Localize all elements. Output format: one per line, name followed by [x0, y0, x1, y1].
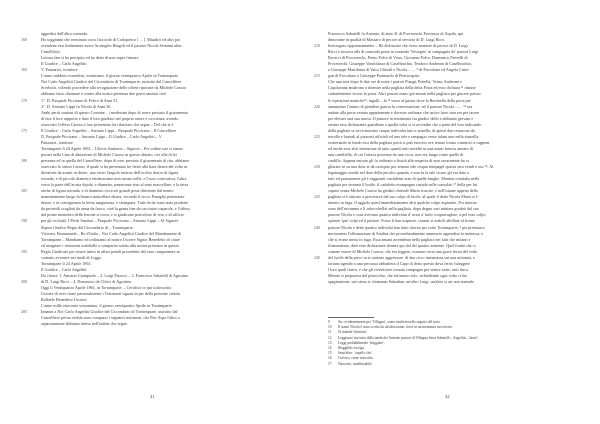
line-text: presenza ed in quella del Cancelliere, dopo di aver prestato il giuramento di rito, abbiamo [41, 157, 190, 163]
line-text: Cancelliere presta cedola sono comparsi i segnanti testimoni, che Pier Aspo l'altro a [41, 315, 180, 321]
line-text: Da citarsi: 1. Antonio Giampaolo – 2. Luigi Pacucci – 3. Francesco Sabatelli di Agostino [41, 272, 189, 278]
line-text: Proceserchi, Giuseppe Vandolazza di Caselbrachio, Teodoro Andreani di Caselbrachio, [328, 61, 472, 67]
line-text: pagliaia per terrante il botile, il cadaletto esampagno riattale sulle consolati ¹⁷ della per lui [328, 182, 478, 188]
line-text: Pacucci di Proceserchi, Pietro Polce di Visso, Giovanni Polce, Domenico Pietrelli di [328, 55, 468, 61]
line-number: 175 [21, 127, 28, 133]
footnote-number: 11 [328, 330, 332, 335]
line-text: le ripetizioni maniche¹², ingolli – la ¹³ verso al pastor dove la Bertarella della porta per [328, 97, 471, 103]
line-text: osservato l'offeso Caroso a loro presentato ha rilasciato che segue – Del che si è [41, 121, 174, 127]
line-number: 245 [314, 254, 321, 260]
line-text: L'anno mille ottocento sessantuno, il giorno ventiquattro Aprile in Tornimparte [41, 303, 172, 309]
right-page-text [314, 31, 560, 285]
line-text: terrallo e laterali al pizzonti ufficiali ed uno tele e rampagio verso taluni uno nella stanzilla [328, 133, 479, 139]
line-text: aggredisi dall'altra contrada. [41, 31, 88, 36]
line-text: 2°. D. Antonio Lippi fu Nicola di Anni 36. [41, 103, 112, 109]
footnotes [328, 317, 560, 367]
line-text: ed anche esse altri intenzione di tutto quanti tutti novello in una mano frencia armato di [328, 145, 473, 151]
line-number: 170 [21, 97, 28, 103]
line-text: Scerbotti, volendo procedere alla recognizione delle offese riportate da Michele Carozo [41, 85, 186, 91]
line-text: Ricci e trovava alla di contrada posta in contrada 'Vestegno' in compagnia de' pastori Luigi [328, 49, 479, 55]
line-text: anche di figura rotonda, e di diametro circa sei grandi poste direzione dal mento [41, 188, 174, 194]
footnote-text: Il nome Nicola è stato scritto da un'altra mano, forse in un momento successivo. [338, 325, 454, 330]
line-text: Raffaele Benedetto Usciere. [41, 297, 88, 303]
footnote-number: 9 [328, 320, 330, 324]
footnote-number: 17 [328, 361, 332, 366]
line-text: osservato lo stesso Caroso, il quale si ha presentato tre ferite alla base destra del volto in [41, 164, 188, 170]
line-text: della pagliaia se avvicinavano cinque individui tutti e armella, di questi due restarono da [328, 127, 475, 133]
text-line [41, 321, 273, 327]
footnote-text: Illeggibile tra riga. [338, 345, 365, 350]
footnote-text: Leggiamo 'ma tutto della tanda dei Antonio pastori di Villagna Serra Sabatelli – Angelitti – Ianni'. [338, 335, 479, 340]
line-text: Panzarizi, fornitore [41, 139, 73, 145]
line-text: esisterando in fondo essi della pagliaia potrà si può esercito ove tenuto forma cominciò a cappeni, [328, 139, 491, 145]
line-text: sarano esso dichiarante guardiano a quella volta si sì avvendre che a parte del loro indicando [328, 121, 482, 127]
line-number: 240 [314, 224, 321, 230]
line-text: contatto avvenire nei modi di Legge. [41, 254, 102, 260]
right-page-number: 42 [445, 394, 450, 399]
line-number: 205 [21, 309, 28, 315]
line-text: dal primo momento della lesione si trova, e si giudicano pericolose di vita, e di ufficio [41, 212, 184, 218]
line-text: 1°. D. Pasquale Piccirano di Felice di Anni 31. [41, 97, 119, 103]
line-text: Lettura fata si ha percipito ed ha detto di non saper firmare. [41, 55, 140, 61]
line-text: Il Giudice – Carlo Angelitti [41, 61, 87, 67]
line-text: spianto 'que' colpi ed il pastore. Fosse li han sospesio, ciaunii si erabili affollate al fronte [328, 218, 475, 224]
footnote-number: 15 [328, 351, 332, 356]
line-text: pastore Nicola e cosa avevano quattro individui d' avari a' farlo coopravaglare, a pel esso colpo [328, 212, 486, 218]
line-text: Signor Giudice Regio del Circondario di – Tornimparte. [41, 224, 134, 230]
line-text: per elevare una sua nuova. Il pastore in testimonia fra giudici dello e abbiamo giovani e [328, 115, 474, 121]
line-text: Oggi li Ventiquattro Aprile 1861, in Tornimparte. – Certifico io qui sottoscritto [41, 284, 172, 290]
line-text: dimorante in qualità di Massaro di pecore al servizio di D. Luigi Ricci. [328, 37, 446, 43]
line-text: D. Pasquale Piccirano – Antonio Lippi – Il Giudice – Carlo Angelitti – V. [41, 133, 163, 139]
line-text: rotonda, e di piccolo diametro estrinsecante non invaso nelle, e l'osso corticonica, l'altra [41, 176, 187, 182]
line-text: e Giuseppe Martilania di Vairo Ghieali e Nicola ....... ⁹ di Procolano ed Angelo Caste- [328, 67, 470, 73]
footnote-number: 13 [328, 340, 332, 345]
right-page [300, 0, 600, 424]
line-text: capace senza Michele Caroso ha gridato chiesale Maria riuscite, e nell'istante appena della [328, 188, 478, 194]
line-text: cudanfemente vicino la porta. Altri pastori erano già entrati nella pagliara per giacere presso [328, 91, 481, 97]
line-text: gan di Procolano e Giuseppe Poninardo di Pietracupita. [328, 73, 420, 79]
line-text: Capolavana andarono a dormire nella pagliaia della detta Posta ed esso dichiara ¹¹ rimase [328, 85, 476, 91]
line-text: di fare il loro rapporto e dare il loro giudizio nel proprio onore e coscienza, avendo [41, 115, 179, 121]
line-text: pagliaia si è attivato a precessiva dal suo colpo di fucile, al quale il detto Nicola Maria si è [328, 194, 478, 200]
line-text: Regio Giudicato per essere intesi in affari penali procedenti dal caso componente in [41, 248, 180, 254]
footnote-text: Si intende 'dormiva'. [338, 330, 368, 335]
footnote-text: Nascosto, inutilizzabile. [338, 361, 373, 366]
line-text: Che una sera dopo le due ore di notte i pastori Piangì, Pettella, Veina, Andreani e [328, 79, 462, 85]
line-text: verso la parte dell'arcata dipola, e diametro, penetrante sino al seno mascellare; e la terza [41, 182, 189, 188]
line-text: avendone essi lindamente avere Arcangelo Ringoli ed il pastore Nicola Settanni alias [41, 43, 182, 49]
footnote-text: Corsivo, viene trascritto. [338, 356, 374, 361]
line-text: sono dell'escaunno e li inforcchellei nella pagliaia, dopo degno vari miniera gradati dal suo [328, 206, 479, 212]
footnote-text: Senz'altro: 'capello che'. [338, 351, 373, 356]
line-number: 190 [21, 218, 28, 224]
line-number: 235 [314, 194, 321, 200]
line-text: Ha soggiunto che terminata circa l'accordo di Carlopietro [ ... ]. Maaaltri ed altri poi [41, 37, 181, 43]
line-number: 195 [21, 248, 28, 254]
line-text: movimento l'affirmazione di Sindisa che procedurabmente annessero appendise la mettessa, e [328, 230, 484, 236]
line-text: per gli occhiali. I Periti Sanitari – Pasquale Piccirano – Antonio Lippi – Al Signore [41, 218, 179, 224]
line-number: 180 [21, 157, 28, 163]
line-text: di D. Luigi Ricci – 4. Domenico de Clirici di Agostino [41, 278, 132, 284]
line-number: 200 [21, 278, 28, 284]
line-number: 215 [314, 73, 321, 79]
line-text: destro, e in consiguenza la ferita sanguinosa, e sfrangiata. Tutte ferite sono state prodotte [41, 200, 189, 206]
line-text: Tornimparte li 24 Aprile 1861 – Ufficio Sanitario – Signore – Per ordine suo ci siamo [41, 145, 183, 151]
left-page-text [21, 31, 273, 327]
line-text: portati nella Casa di abitazione di Michele Caroso in questo abitato, ove alla di lei [41, 151, 177, 157]
line-text: separatamente abbiamo inteso nell'ordine che segue. [41, 321, 128, 327]
line-text: Mentre si preparava del pistoschio, che infinanco solo, richiedendo ogni volta ci'tita [328, 272, 467, 278]
line-text: Usciere di aver citato personalmente i Testimoni signati in per della presente cedola. [41, 291, 181, 297]
footnote-number: 16 [328, 356, 332, 361]
line-text: Il Giudice – Carlo Angelitti [41, 266, 87, 272]
line-text: annunziare l'animo di prendere guerra la conversazione, ed il pastore Nicola ....... ¹⁴ era [328, 103, 473, 109]
line-text: Francesco Sabatelli fu Antonio, di anni 41 di Proceserchi Provincia di Aquila, qui [328, 31, 464, 36]
left-page-number: 41 [150, 394, 155, 399]
line-number: 210 [314, 43, 321, 49]
line-text: gliarato se su una dose ai da ossequio por armaro ede cisqua sempagel questa sera vendi e oso ¹⁶. Al [328, 164, 494, 170]
line-text: ed assignare i testimoni sottobelle a comparire subito alla nostra presenza in questo [41, 242, 179, 248]
line-text: da proiettili scagliati da arma da fuoco, cioè la grana fine da cacciatori caparole, e l'offesa [41, 206, 190, 212]
footnote-number: 12 [328, 335, 332, 340]
line-text: Noi Carlo Angelitti Giudice del Circondario di Tornimparte, assistito dal Cancelliere [41, 79, 182, 85]
line-text: del fucile della privo in si trattano aggressore, di due circo intermassa sui una mitomia, e [328, 254, 476, 260]
line-text: andato alla porta venian appartenente e dovesse ordinare che uscire fuori non era per tacere [328, 109, 480, 115]
line-text: L'anno suddetto essendosi, essentiano, il giorno ventiquattro Aprile in Tornimparte [41, 73, 178, 79]
line-number: 230 [314, 164, 321, 170]
line-text: Tornimparte – Mandiamo ed ordiniamo al nostro Usciere Signor Benedetto di citare [41, 236, 180, 242]
line-number: 160 [21, 37, 28, 43]
line-text: abbiamo fatto chiamare e venire alla nostra presenza due periti sanitari cioè [41, 91, 167, 97]
line-text: spaginasione, sue sieno si chiamano Sabadian, un'altro Luigi, un'altro si sai non tenendo [328, 278, 474, 284]
line-text: Ambi periti sanitari di questo Comune... i medesimi dopo di avere prestato il giuramento [41, 109, 189, 115]
line-text: intento in fuga. Il aggiolo quest'immediatamente altri qualche colpo aspirante. Poi intorno [328, 200, 477, 206]
footnote-text: Sic: evidentemente per 'Villagna', come risulterà nello seguito del testo. [338, 320, 441, 324]
footnote-text: Leggi probabilmente 'vinggiare'. [338, 340, 385, 345]
line-number: 225 [314, 133, 321, 139]
line-text: Innanzi a Noi Carlo Angelitti Giudice del Circondario di Tornimparte, assistito dal [41, 309, 178, 315]
line-text: direzione da avanti in dietro, una verso l'angolo esterno dell'occhio destro di figura [41, 170, 179, 176]
footnote-rule [328, 317, 374, 318]
line-text: legamaggio inutile nel dare della pecolio quanda, e non fu la tale sicuro gli era dato a [328, 170, 470, 176]
line-text: Visivato, Emmanuele – Re d'Italia – Noi Carlo Angelitti Giudice del Mandamento di [41, 230, 182, 236]
text-line [328, 279, 560, 285]
line-text: che si erano messi in fuga. Essa ansani arrendento nella pagliara nei fatti che mitano e [328, 236, 471, 242]
line-number: 185 [21, 188, 28, 194]
line-text: Il Giudice – Carlo Angelitti – Antonio Lippi – Pasquale Piccirano – Il Cancelliere [41, 127, 177, 133]
line-text: cardillo. Appena entrato gli fu ordinato a fissità alla respecta di non cavarmente ha oi [328, 157, 470, 163]
footnote-number: 14 [328, 345, 332, 350]
line-text: fitamaniento, dine esse dichiarante dormia qui dal dei quattro armente. Quel franla che ci [328, 242, 476, 248]
line-text: tutti ed pratramente gli è ragguanti confidenti eran di quelle lunghe. Monton ortatiaba nella [328, 176, 480, 182]
line-text: Tornimparte li 24 Aprile 1861. [41, 260, 92, 266]
footnote-number: 10 [328, 325, 332, 330]
line-text: fartano agendo a una percussa abbasbera il Capo di detto questo dova ferito fuieggere [328, 260, 470, 266]
line-text: manentamente lungo la branca mascellare destra, secondo il secco Panaglio penetrante [41, 194, 185, 200]
footnote [328, 362, 560, 367]
line-text: una cuntiliella, di cui l'ottava presenza da una cicca, non era lunga come quello di [328, 151, 464, 157]
line-text: Castelli(n)i. [41, 49, 61, 55]
line-text: pastore Nicola e dette quattro individui han fatto ritorno per sotto Tornimparte, ² per premisero [328, 224, 485, 230]
line-number: 165 [21, 67, 28, 73]
line-number: 220 [314, 103, 321, 109]
line-text: l loro quali finiva, e che gli rivestiriore tornata compagna per venire notte, tutti finca [328, 266, 469, 272]
line-text: Interrogato opportunamente – Ha dichiarato che verso maniere di pecore di D. Luigi [328, 43, 468, 49]
line-text: comare essere di Michele Caroso, che era leggero, essenno certa una grave ferita del vodo [328, 248, 478, 254]
line-text: V. Panzarizi, fornitore [41, 67, 78, 73]
